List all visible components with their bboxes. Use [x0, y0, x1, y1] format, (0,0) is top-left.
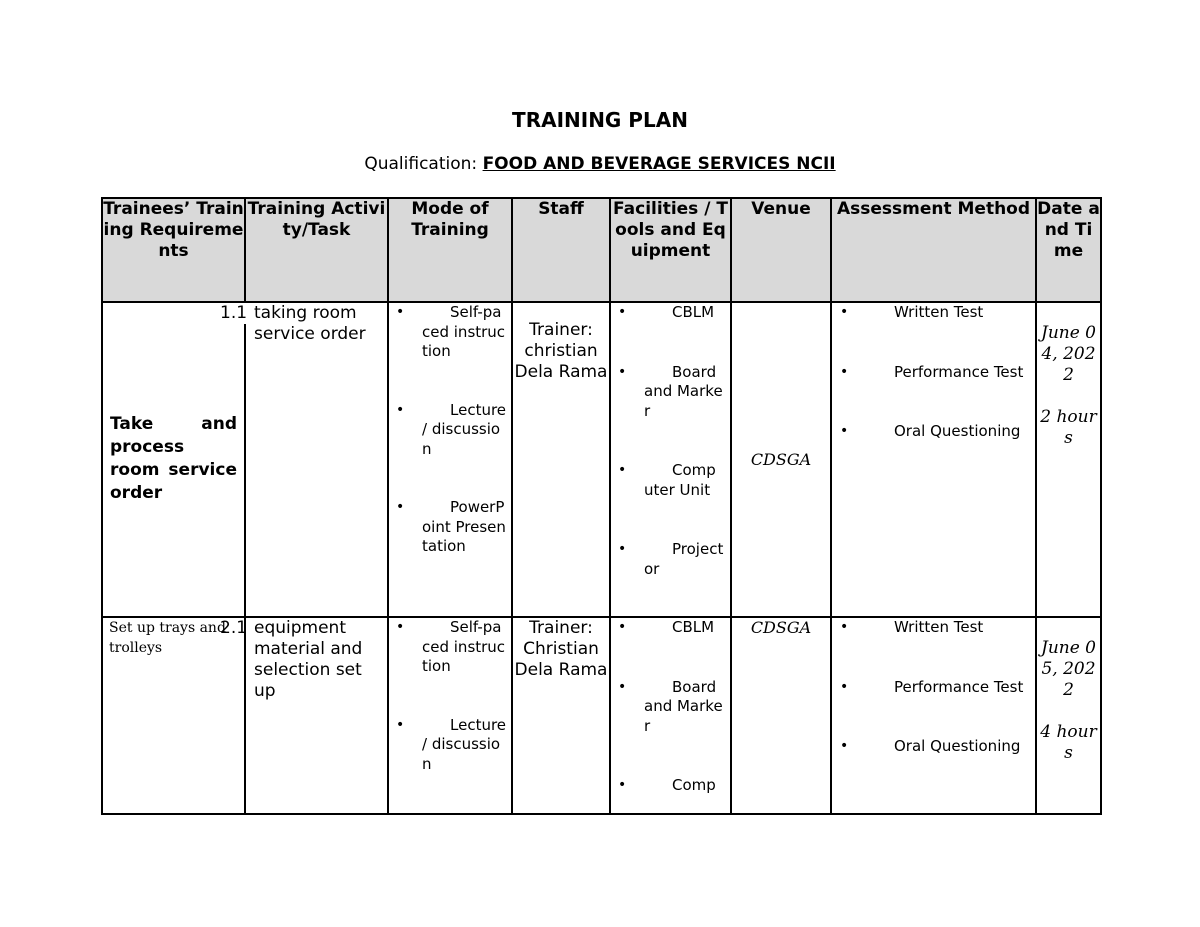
assessment-item: • Performance Test	[832, 678, 1035, 698]
table-header-row	[102, 198, 1101, 302]
qualification-value: FOOD AND BEVERAGE SERVICES NCII	[482, 154, 836, 174]
date-cell	[1036, 302, 1101, 617]
duration-text: 4 hours	[1040, 722, 1097, 763]
activity-text: taking room service order	[254, 303, 366, 344]
activity-number: 2.1	[220, 618, 248, 638]
venue-text: CDSGA	[750, 618, 812, 637]
mode-cell	[388, 617, 512, 814]
assessment-item: • Oral Questioning	[832, 422, 1035, 442]
assessment-cell	[831, 617, 1036, 814]
facilities-cell	[610, 302, 731, 617]
facility-item: • CBLM	[611, 303, 730, 323]
staff-name: christian Dela Rama	[514, 341, 608, 382]
assessment-cell	[831, 302, 1036, 617]
qualification-label: Qualification:	[364, 154, 478, 174]
table-row	[102, 617, 1101, 814]
staff-role: Trainer:	[529, 618, 593, 638]
table-row	[102, 302, 1101, 617]
staff-role: Trainer:	[529, 320, 593, 340]
facilities-cell	[610, 617, 731, 814]
header-activity: Training Activity/Task	[245, 198, 388, 302]
assessment-item: • Written Test	[832, 618, 1035, 638]
mode-item: • Self-paced instruction	[389, 303, 511, 362]
staff-name: Christian Dela Rama	[514, 639, 608, 680]
mode-cell	[388, 302, 512, 617]
facility-item: • CBLM	[611, 618, 730, 638]
date-cell	[1036, 617, 1101, 814]
assessment-item: • Written Test	[832, 303, 1035, 323]
duration-text: 2 hours	[1040, 407, 1097, 448]
assessment-item: • Oral Questioning	[832, 737, 1035, 757]
venue-text: CDSGA	[750, 449, 812, 469]
assessment-item: • Performance Test	[832, 363, 1035, 383]
staff-cell	[512, 302, 610, 617]
staff-cell	[512, 617, 610, 814]
requirement-text: Take and process room service order	[110, 414, 237, 503]
date-text: June 04, 2022	[1041, 323, 1096, 385]
facility-item: • Computer Unit	[611, 461, 730, 500]
requirement-cell	[102, 302, 245, 617]
header-facilities: Facilities / Tools and Equipment	[610, 198, 731, 302]
activity-cell	[220, 302, 388, 617]
header-assessment: Assessment Method	[831, 198, 1036, 302]
header-date: Date and Time	[1036, 198, 1101, 302]
qualification-line	[0, 154, 1200, 174]
mode-item: • Lecture / discussion	[389, 716, 511, 775]
training-plan-table	[101, 197, 1102, 815]
mode-item: • Lecture / discussion	[389, 401, 511, 460]
requirement-text: Set up trays and trolleys	[109, 620, 226, 656]
venue-cell	[731, 617, 831, 814]
header-mode: Mode of Training	[388, 198, 512, 302]
mode-item: • Self-paced instruction	[389, 618, 511, 677]
facility-item: • Board and Marker	[611, 678, 730, 737]
header-venue: Venue	[731, 198, 831, 302]
venue-cell	[731, 302, 831, 617]
requirement-cell	[102, 617, 248, 814]
header-staff: Staff	[512, 198, 610, 302]
facility-item: • Board and Marker	[611, 363, 730, 422]
date-text: June 05, 2022	[1041, 638, 1096, 700]
activity-text: equipment material and selection set up	[254, 618, 363, 701]
mode-item: • PowerPoint Presentation	[389, 498, 511, 557]
header-requirements: Trainees’ Training Requirements	[102, 198, 245, 302]
facility-item: • Comp	[611, 776, 730, 796]
facility-item: • Projector	[611, 540, 730, 579]
document-title: TRAINING PLAN	[512, 108, 688, 132]
activity-cell	[220, 617, 388, 814]
activity-number: 1.1	[220, 303, 248, 323]
